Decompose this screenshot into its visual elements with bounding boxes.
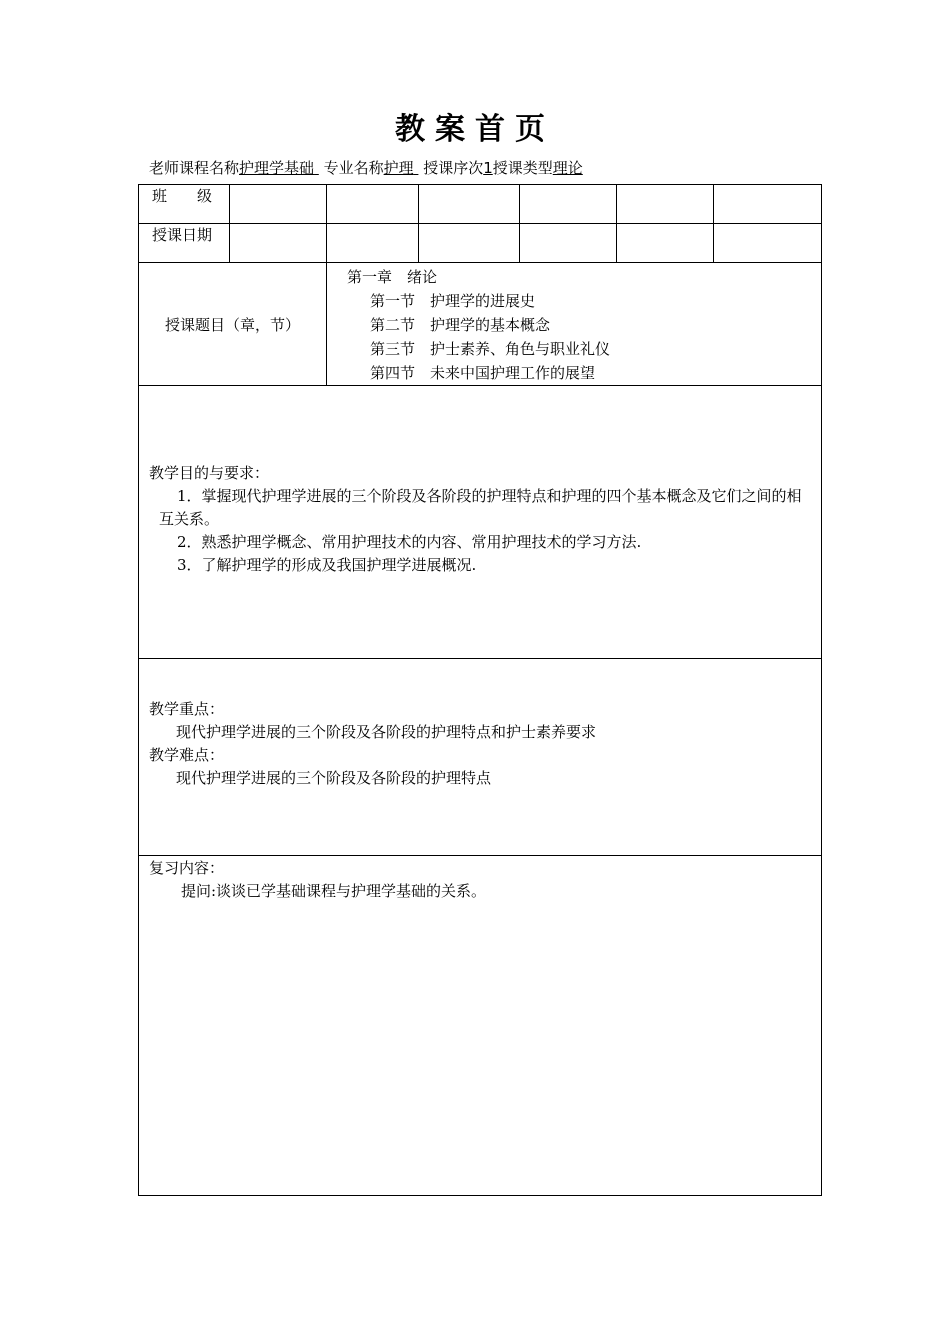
class-cell bbox=[230, 185, 327, 224]
class-label: 班 级 bbox=[139, 185, 230, 224]
chapter-title: 第一章 绪论 bbox=[347, 268, 438, 286]
date-cell bbox=[617, 224, 714, 263]
major-name: 护理 bbox=[383, 159, 414, 177]
date-cell bbox=[230, 224, 327, 263]
class-cell bbox=[419, 185, 520, 224]
review-heading: 复习内容： bbox=[149, 859, 225, 877]
focus-section bbox=[139, 659, 822, 856]
objective-item: 1．掌握现代护理学进展的三个阶段及各阶段的护理特点和护理的四个基本概念及它们之间的相互关系。 bbox=[159, 487, 802, 528]
key-points-heading: 教学重点： bbox=[149, 700, 225, 718]
date-cell bbox=[714, 224, 822, 263]
session-number: 1 bbox=[483, 159, 493, 177]
page-title: 教案首页 bbox=[395, 112, 555, 147]
key-points-text: 现代护理学进展的三个阶段及各阶段的护理特点和护士素养要求 bbox=[176, 723, 597, 741]
section-item: 第一节 护理学的进展史 bbox=[370, 292, 536, 310]
course-info-line bbox=[149, 157, 583, 178]
major-label: 专业名称 bbox=[323, 159, 384, 177]
section-item: 第四节 未来中国护理工作的展望 bbox=[370, 364, 596, 382]
date-label: 授课日期 bbox=[139, 224, 230, 263]
objectives-section bbox=[139, 386, 822, 659]
class-cell bbox=[714, 185, 822, 224]
topic-row bbox=[139, 263, 822, 386]
objective-item: 3．了解护理学的形成及我国护理学进展概况. bbox=[177, 556, 477, 574]
course-name: 护理学基础 bbox=[239, 159, 315, 177]
topic-list bbox=[327, 263, 822, 386]
section-item: 第三节 护士素养、角色与职业礼仪 bbox=[370, 340, 611, 358]
review-row bbox=[139, 856, 822, 1196]
date-cell bbox=[520, 224, 617, 263]
date-cell bbox=[327, 224, 419, 263]
objective-item: 2．熟悉护理学概念、常用护理技术的内容、常用护理技术的学习方法. bbox=[177, 533, 642, 551]
review-section bbox=[139, 856, 822, 1196]
date-cell bbox=[419, 224, 520, 263]
class-row bbox=[139, 185, 822, 224]
type-label: 授课类型 bbox=[492, 159, 553, 177]
objectives-heading: 教学目的与要求： bbox=[149, 464, 270, 482]
class-cell bbox=[327, 185, 419, 224]
session-label: 授课序次 bbox=[423, 159, 484, 177]
lesson-plan-table bbox=[138, 184, 822, 1196]
review-text: 提问:谈谈已学基础课程与护理学基础的关系。 bbox=[181, 882, 487, 900]
type-value: 理论 bbox=[552, 159, 583, 177]
objectives-row bbox=[139, 386, 822, 659]
date-row bbox=[139, 224, 822, 263]
class-cell bbox=[617, 185, 714, 224]
difficult-points-heading: 教学难点： bbox=[149, 746, 225, 764]
teacher-course-label: 老师课程名称 bbox=[149, 159, 240, 177]
difficult-points-text: 现代护理学进展的三个阶段及各阶段的护理特点 bbox=[176, 769, 492, 787]
class-cell bbox=[520, 185, 617, 224]
section-item: 第二节 护理学的基本概念 bbox=[370, 316, 551, 334]
focus-row bbox=[139, 659, 822, 856]
topic-label: 授课题目（章，节） bbox=[139, 263, 327, 386]
